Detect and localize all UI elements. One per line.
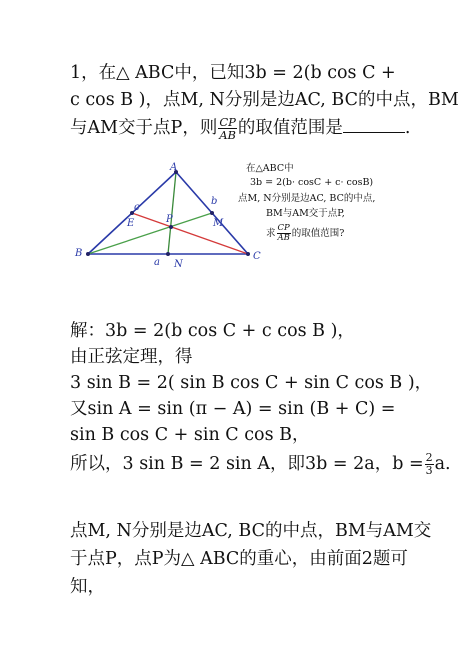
answer-blank <box>343 118 405 133</box>
problem-line-3-suffix: 的取值范围是 <box>237 118 343 138</box>
label-side-a: a <box>154 257 160 268</box>
note-fraction-numerator: CP <box>277 223 290 233</box>
note-fraction-denominator: AB <box>277 233 290 243</box>
label-a: A <box>170 162 178 173</box>
problem-line-3-end: . <box>404 118 411 138</box>
two-thirds-denominator: 3 <box>425 464 433 477</box>
two-thirds-fraction <box>425 452 434 477</box>
triangle-figure <box>70 160 261 270</box>
note-line-3: 点M, N分别是边AC, BC的中点, <box>238 193 376 204</box>
label-c: C <box>253 251 261 262</box>
label-b: B <box>75 248 83 259</box>
continuation-line-1: 点M, N分别是边AC, BC的中点，BM与AM交 <box>70 521 432 541</box>
point-n <box>166 252 170 256</box>
label-e: E <box>127 218 135 229</box>
note-line-2: 3b = 2(b· cosC + c· cosB) <box>250 177 374 188</box>
problem-line-2: c cos B )，点M, N分别是边AC, BC的中点，BM <box>70 90 459 110</box>
continuation-line-3: 知， <box>70 577 105 597</box>
note-line-5-prefix: 求 <box>266 228 276 239</box>
label-side-c: c <box>134 202 140 213</box>
point-c <box>246 252 250 256</box>
label-side-b: b <box>211 196 218 207</box>
solution-line-4: 又sin A = sin (π − A) = sin (B + C) = <box>70 399 396 419</box>
problem-line-3-prefix: 与AM交于点P，则 <box>70 118 218 138</box>
label-p: P <box>166 214 173 225</box>
solution-line-6 <box>70 452 451 477</box>
label-m: M <box>213 218 224 229</box>
solution-line-6-suffix: a. <box>434 454 451 474</box>
cp-over-ab-fraction <box>218 116 237 141</box>
solution-line-6-prefix: 所以，3 sin B = 2 sin A，即3b = 2a，b = <box>70 454 424 474</box>
note-line-4: BM与AM交于点P, <box>266 208 345 219</box>
solution-line-1: 解：3b = 2(b cos C + c cos B )， <box>70 321 355 341</box>
fraction-denominator: AB <box>219 128 236 142</box>
fraction-numerator: CP <box>219 115 236 129</box>
note-line-5-suffix: 的取值范围? <box>291 228 345 239</box>
note-fraction <box>277 224 291 243</box>
problem-line-1: 1，在△ ABC中，已知3b = 2(b cos C + <box>70 63 396 83</box>
solution-line-3: 3 sin B = 2( sin B cos C + sin C cos B )， <box>70 373 433 393</box>
point-p <box>169 225 173 229</box>
label-n: N <box>174 259 183 270</box>
solution-line-5: sin B cos C + sin C cos B， <box>70 425 310 445</box>
solution-line-2: 由正弦定理，得 <box>70 347 193 367</box>
triangle-abc <box>88 172 248 254</box>
median-an <box>168 172 176 254</box>
note-line-1: 在△ABC中 <box>246 163 294 174</box>
continuation-line-2: 于点P，点P为△ ABC的重心，由前面2题可 <box>70 549 408 569</box>
problem-line-3 <box>70 116 410 141</box>
point-m <box>210 211 214 215</box>
note-line-5 <box>266 224 344 243</box>
point-b <box>86 252 90 256</box>
two-thirds-numerator: 2 <box>425 451 433 464</box>
